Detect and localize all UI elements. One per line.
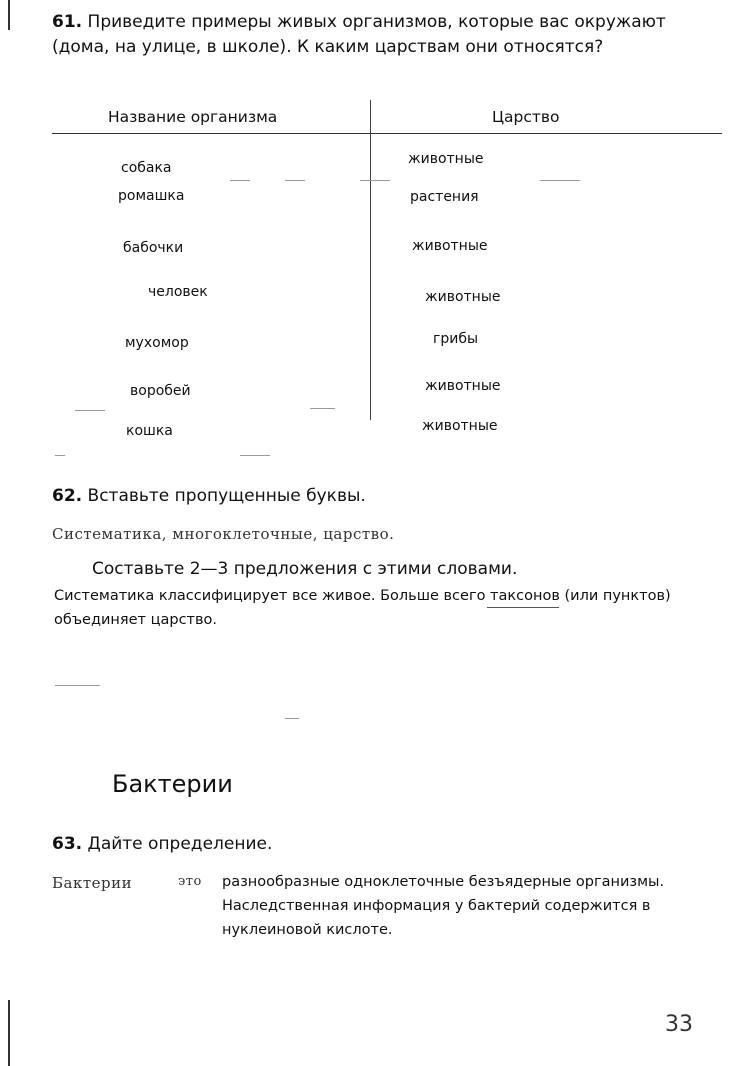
question-61: [52, 10, 702, 60]
definition-answer: разнообразные одноклеточные безъядерные организмы. Наследственная информация у бактерий содержится в нуклеиновой кислоте.: [222, 874, 665, 938]
scan-edge: [8, 1000, 10, 1066]
kingdom-cell: животные: [425, 289, 501, 305]
question-number: 62.: [52, 486, 83, 506]
question-text: Дайте определение.: [87, 834, 273, 854]
column-header: Название организма: [108, 108, 278, 126]
page-number: 33: [665, 1012, 693, 1037]
answer-text: Систематика классифицирует все живое. Больше всего таксонов (или пунктов) объединяет царство.: [54, 588, 671, 628]
organism-cell: собака: [121, 160, 172, 176]
organism-cell: мухомор: [125, 335, 189, 351]
question-text: Приведите примеры живых организмов, которые вас окружают (дома, на улице, в школе). К каким царствам они относятся?: [52, 12, 666, 57]
column-header: Царство: [492, 108, 560, 126]
question-text: Вставьте пропущенные буквы.: [87, 486, 366, 506]
words-with-letters: Систематика, многоклеточные, царство.: [52, 525, 395, 543]
organism-cell: человек: [148, 284, 208, 300]
organism-cell: кошка: [126, 423, 173, 439]
table-header-line: [52, 133, 722, 134]
kingdom-cell: грибы: [433, 331, 479, 347]
kingdom-cell: животные: [408, 151, 484, 167]
organism-cell: ромашка: [118, 188, 185, 204]
organism-cell: бабочки: [123, 240, 184, 256]
kingdom-cell: животные: [422, 418, 498, 434]
kingdom-cell: животные: [425, 378, 501, 394]
task-text: Составьте 2—3 предложения с этими словами.: [92, 559, 518, 579]
organism-cell: воробей: [130, 383, 191, 399]
section-title: Бактерии: [112, 770, 233, 798]
kingdom-cell: растения: [410, 189, 479, 205]
kingdom-cell: животные: [412, 238, 488, 254]
question-63: [52, 832, 272, 857]
term-connector: это: [178, 874, 202, 889]
question-number: 61.: [52, 12, 83, 32]
question-number: 63.: [52, 834, 83, 854]
term: Бактерии: [52, 874, 133, 892]
question-62: [52, 484, 366, 509]
scan-edge: [8, 0, 10, 30]
table-divider: [370, 100, 371, 420]
